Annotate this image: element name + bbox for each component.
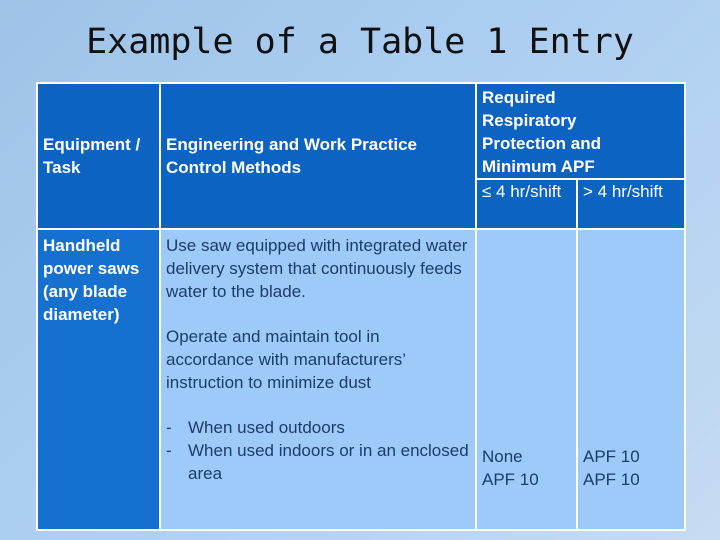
osha-table xyxy=(36,82,686,531)
conditions-list xyxy=(166,416,470,485)
control-methods-cell xyxy=(160,229,476,530)
control-method-water-delivery: Use saw equipped with integrated water delivery system that continuously feeds water to the blade. xyxy=(166,236,468,301)
header-equipment-task: Equipment / Task xyxy=(37,83,160,229)
control-method-maintain-tool: Operate and maintain tool in accordance with manufacturers’ instruction to minimize dust xyxy=(166,327,406,392)
slide-title: Example of a Table 1 Entry xyxy=(86,22,634,62)
condition-indoors: - When used indoors or in an enclosed area xyxy=(166,441,469,483)
le4-indoors-value: APF 10 xyxy=(482,470,539,489)
gt-4-hr-values-cell xyxy=(577,229,685,530)
header-le-4-hr-shift: ≤ 4 hr/shift xyxy=(476,179,577,229)
header-respiratory-protection: Required Respiratory Protection and Minimum APF xyxy=(476,83,685,179)
le-4-hr-values-cell xyxy=(476,229,577,530)
equipment-handheld-power-saws: Handheld power saws (any blade diameter) xyxy=(37,229,160,530)
condition-outdoors: - When used outdoors xyxy=(166,418,345,437)
header-gt-4-hr-shift: > 4 hr/shift xyxy=(577,179,685,229)
header-control-methods: Engineering and Work Practice Control Methods xyxy=(160,83,476,229)
gt4-outdoors-value: APF 10 xyxy=(583,447,640,466)
le4-outdoors-value: None xyxy=(482,447,523,466)
gt4-indoors-value: APF 10 xyxy=(583,470,640,489)
